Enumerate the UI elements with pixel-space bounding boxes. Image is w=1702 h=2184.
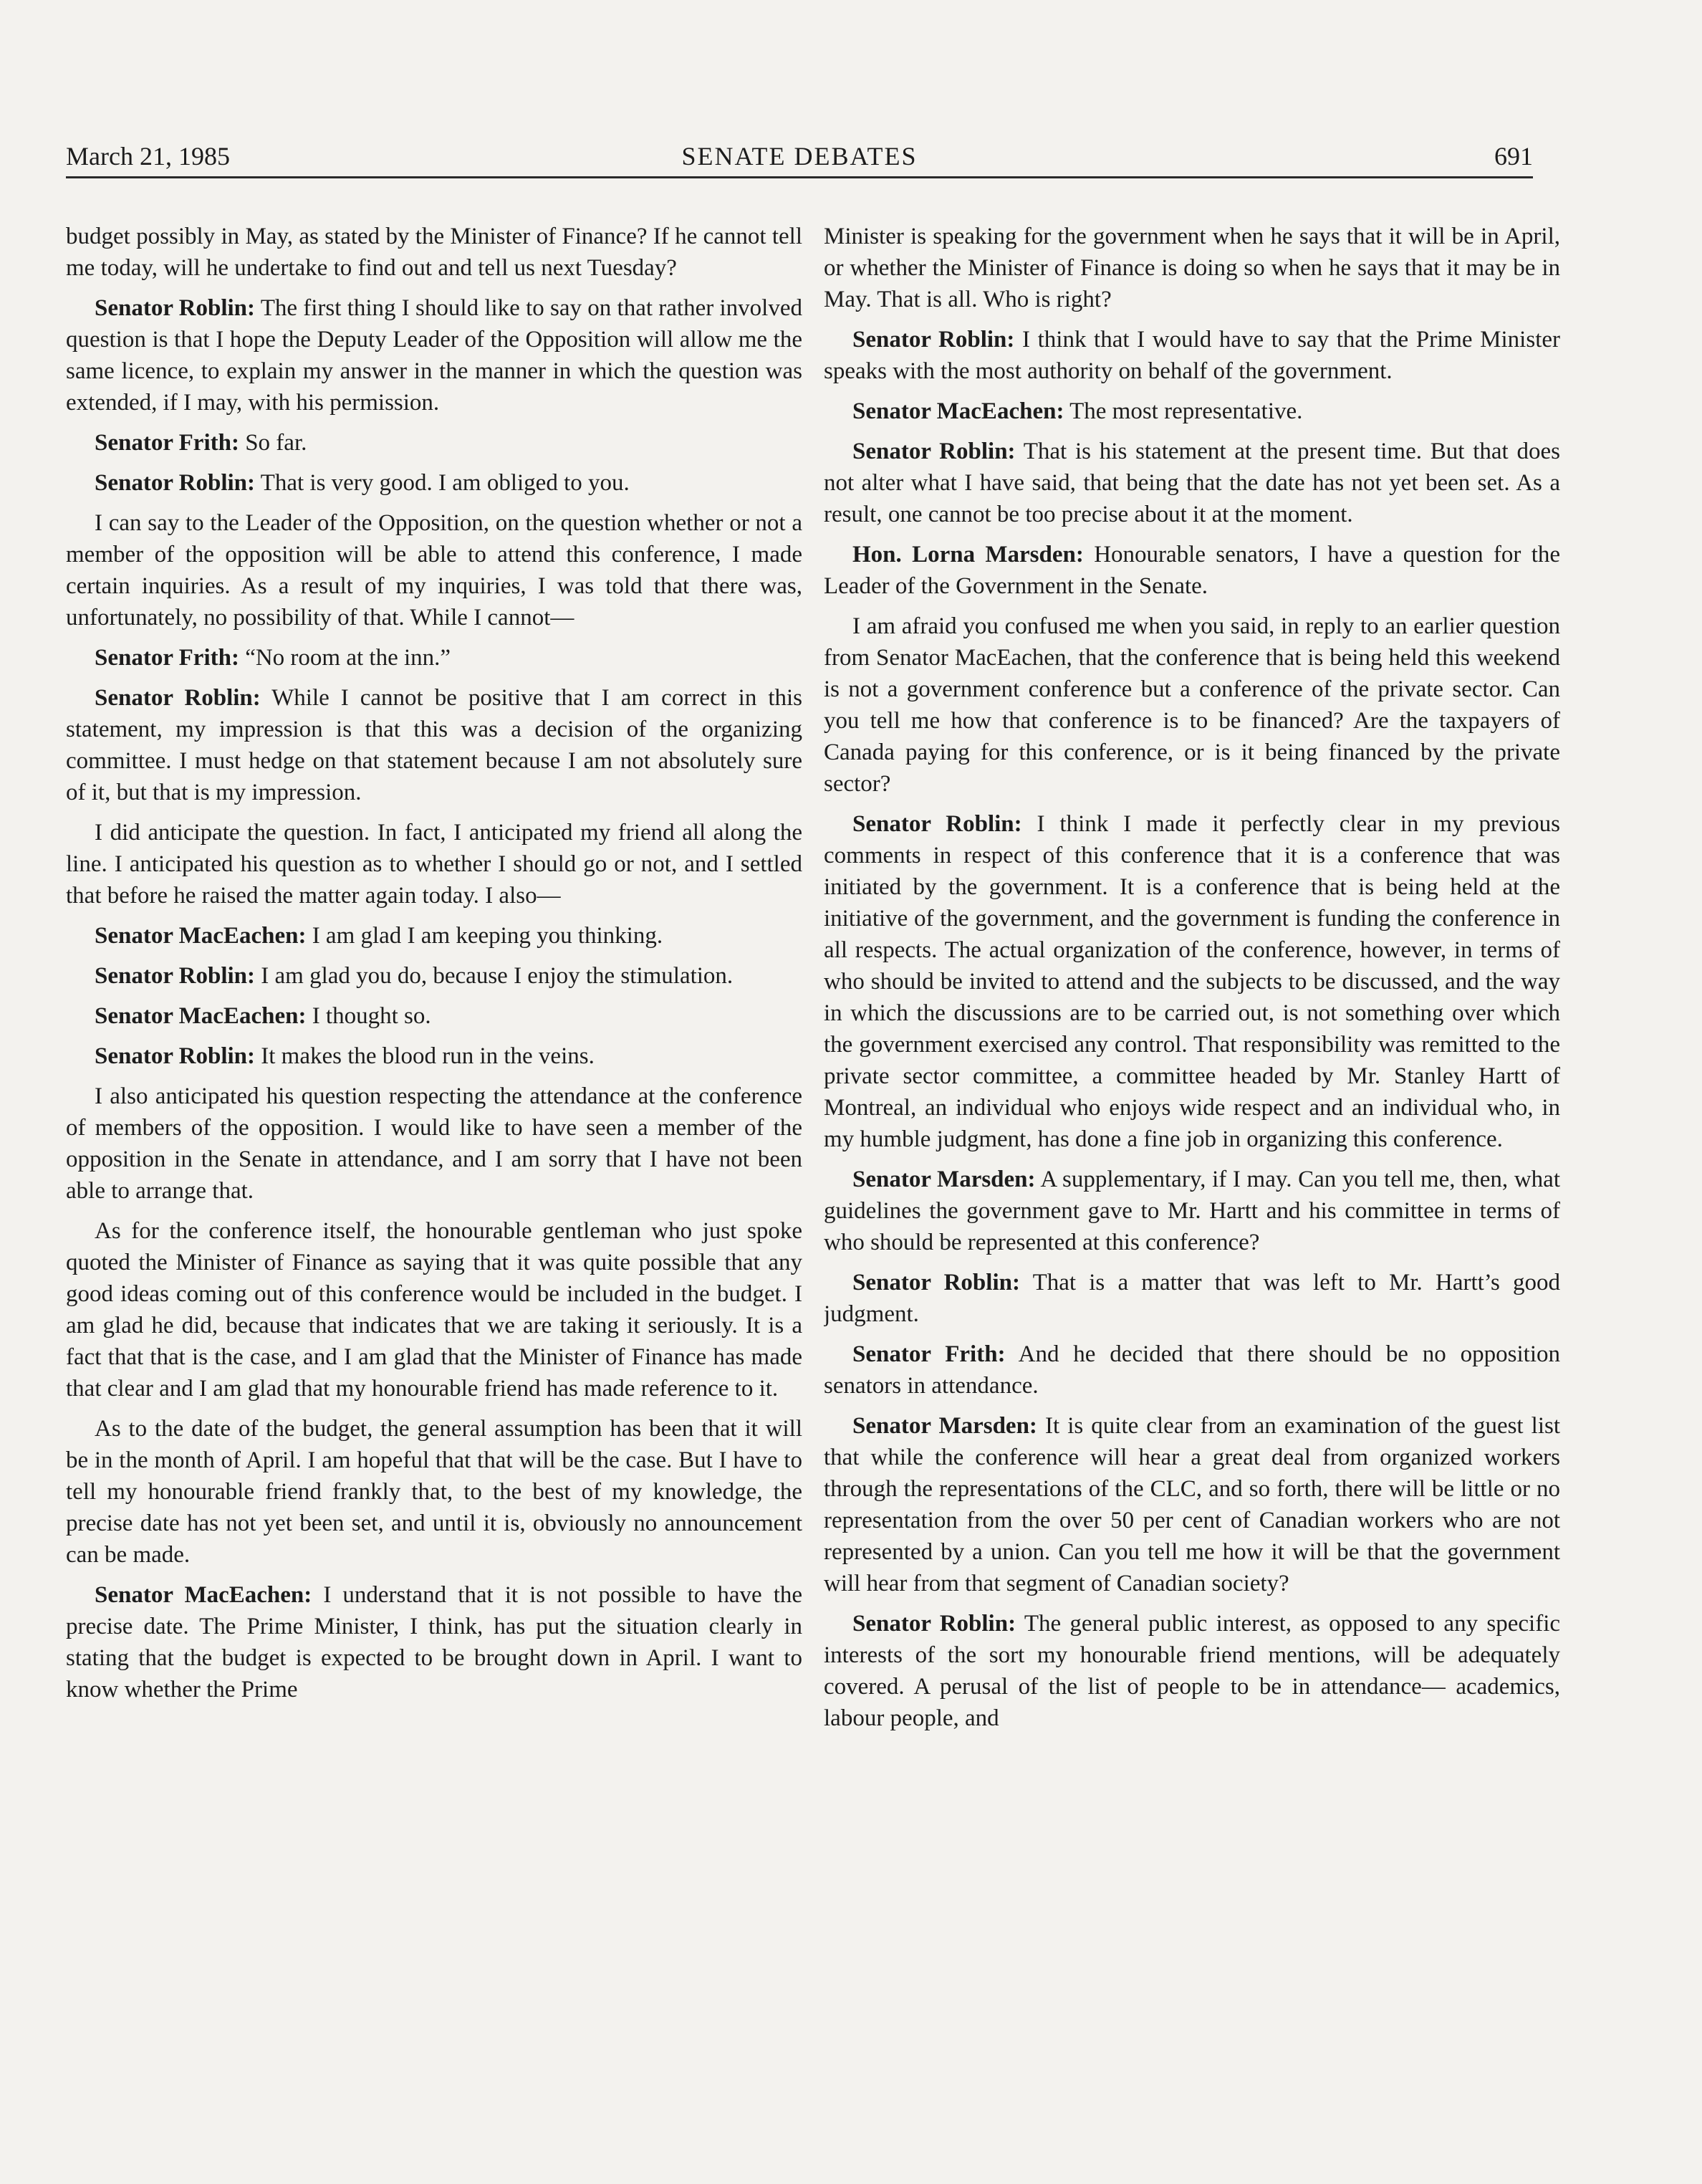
paragraph-text: I think I made it perfectly clear in my previous comments in respect of this conference that it is a conference that was initiated by the government. It is a conference that is being held at the initiative of the government, and the government is funding the conference in all respects. The actual organization of the conference, however, in terms of who should be invited to attend and the subjects to be discussed, and the way in which the discussions are to be carried out, is not something over which the government exercised any control. That responsibility was remitted to the private sector committee, a committee headed by Mr. Stanley Hartt of Montreal, an individual who enjoys wide respect and an individual who, in my humble judgment, has done a fine job in organizing this conference. [824,811,1560,1152]
speaker-name: Senator MacEachen: [852,398,1064,424]
paragraph [66,960,802,992]
speaker-name: Senator Roblin: [95,685,261,711]
paragraph [66,817,802,911]
paragraph-text: budget possibly in May, as stated by the Minister of Finance? If he cannot tell me today, will he undertake to find out and tell us next Tuesday? [66,224,802,281]
speaker-name: Senator Marsden: [852,1413,1037,1439]
header-title: SENATE DEBATES [681,142,918,171]
paragraph [66,642,802,674]
paragraph-text: I can say to the Leader of the Opposition, on the question whether or not a member of the opposition will be able to attend this conference, I made certain inquiries. As a result of my inquiries, I was told that there was, unfortunately, no possibility of that. While I cannot— [66,510,802,631]
speaker-name: Senator Roblin: [852,327,1015,353]
paragraph-text: Honourable senators, I have a question for the Leader of the Government in the Senate. [824,542,1560,599]
paragraph [824,1410,1560,1599]
paragraph [66,1413,802,1571]
paragraph-text: As to the date of the budget, the general assumption has been that it will be in the month of April. I am hopeful that that will be the case. But I have to tell my honourable friend frankly that, to the best of my knowledge, the precise date has not yet been set, and until it is, obviously no announcement can be made. [66,1416,802,1568]
paragraph [824,396,1560,427]
paragraph-text: The most representative. [1069,398,1303,424]
paragraph-text: That is his statement at the present time. But that does not alter what I have said, that being that the date has not yet been set. As a result, one cannot be too precise about it at the moment. [824,439,1560,527]
speaker-name: Senator MacEachen: [95,1003,307,1029]
paragraph-text: That is a matter that was left to Mr. Hartt’s good judgment. [824,1270,1560,1327]
speaker-name: Senator Marsden: [852,1167,1036,1192]
paragraph-text: I am afraid you confused me when you said, in reply to an earlier question from Senator MacEachen, that the conference that is being held this weekend is not a government conference but a conference of the private sector. Can you tell me how that conference is to be financed? Are the taxpayers of Canada paying for this conference, or is it being financed by the private sector? [824,613,1560,797]
paragraph-text: As for the conference itself, the honourable gentleman who just spoke quoted the Minister of Finance as saying that it was quite possible that any good ideas coming out of this conference would be included in the budget. I am glad he did, because that indicates that we are taking it seriously. It is a fact that that is the case, and I am glad that the Minister of Finance has made that clear and I am glad that my honourable friend has made reference to it. [66,1218,802,1402]
paragraph-text: And he decided that there should be no opposition senators in attendance. [824,1341,1560,1399]
paragraph [66,1000,802,1032]
paragraph-text: It makes the blood run in the veins. [261,1043,595,1069]
paragraph-text: I did anticipate the question. In fact, I anticipated my friend all along the line. I anticipated his question as to whether I should go or not, and I settled that before he raised the matter again today. I also— [66,820,802,909]
paragraph [824,221,1560,315]
paragraph [66,1215,802,1404]
paragraph [66,1081,802,1207]
speaker-name: Senator Roblin: [95,470,256,496]
paragraph [824,1164,1560,1258]
speaker-name: Senator MacEachen: [95,923,307,949]
paragraph-text: So far. [245,430,307,456]
paragraph [824,610,1560,800]
paragraph-text: That is very good. I am obliged to you. [260,470,630,496]
paragraph-text: I thought so. [312,1003,431,1029]
paragraph-text: I also anticipated his question respecting the attendance at the conference of members of the opposition. I would like to have seen a member of the opposition in the Senate in attendance, and I am sorry that I have not been able to arrange that. [66,1083,802,1204]
paragraph-text: I think that I would have to say that the Prime Minister speaks with the most authority on behalf of the government. [824,327,1560,384]
right-column [824,221,1560,2155]
paragraph [66,1040,802,1072]
speaker-name: Senator Frith: [95,645,239,671]
speaker-name: Hon. Lorna Marsden: [852,542,1084,567]
paragraph-text: The first thing I should like to say on that rather involved question is that I hope the Deputy Leader of the Opposition will allow me the same licence, to explain my answer in the manner in which the question was extended, if I may, with his permission. [66,295,802,416]
speaker-name: Senator MacEachen: [95,1582,312,1608]
page-header [66,140,1533,178]
paragraph [824,324,1560,387]
paragraph-text: While I cannot be positive that I am correct in this statement, my impression is that this was a decision of the organizing committee. I must hedge on that statement because I am not absolutely sure of it, but that is my impression. [66,685,802,805]
paragraph [824,539,1560,602]
paragraph [824,436,1560,530]
paragraph-text: Minister is speaking for the government when he says that it will be in April, or whether the Minister of Finance is doing so when he says that it may be in May. That is all. Who is right? [824,224,1560,312]
speaker-name: Senator Roblin: [852,1611,1016,1637]
paragraph-text: I am glad you do, because I enjoy the stimulation. [261,963,734,989]
paragraph [66,292,802,418]
speaker-name: Senator Roblin: [95,963,256,989]
paragraph [824,808,1560,1155]
speaker-name: Senator Frith: [852,1341,1006,1367]
speaker-name: Senator Roblin: [852,1270,1020,1295]
speaker-name: Senator Roblin: [95,295,256,321]
paragraph [824,1338,1560,1402]
paragraph [824,1267,1560,1330]
paragraph-text: I understand that it is not possible to have the precise date. The Prime Minister, I think, has put the situation clearly in stating that the budget is expected to be brought down in April. I want to know whether the Prime [66,1582,802,1702]
paragraph-text: I am glad I am keeping you thinking. [312,923,663,949]
left-column [66,221,802,2155]
paragraph [66,427,802,459]
paragraph [66,221,802,284]
paragraph [66,920,802,952]
paragraph-text: A supplementary, if I may. Can you tell me, then, what guidelines the government gave to Mr. Hartt and his committee in terms of who should be represented at this conference? [824,1167,1560,1255]
page-number: 691 [1494,142,1533,171]
speaker-name: Senator Roblin: [95,1043,256,1069]
paragraph [824,1608,1560,1734]
speaker-name: Senator Frith: [95,430,239,456]
paragraph [66,467,802,499]
paragraph [66,682,802,808]
paragraph [66,1579,802,1705]
speaker-name: Senator Roblin: [852,811,1022,837]
paragraph-text: The general public interest, as opposed to any specific interests of the sort my honourable friend mentions, will be adequately covered. A perusal of the list of people to be in attendance— academics, labour people, and [824,1611,1560,1731]
header-date: March 21, 1985 [66,142,230,171]
paragraph [66,507,802,633]
paragraph-text: “No room at the inn.” [245,645,451,671]
speaker-name: Senator Roblin: [852,439,1016,464]
paragraph-text: It is quite clear from an examination of the guest list that while the conference will hear a great deal from organized workers through the representations of the CLC, and so forth, there will be little or no representation from the over 50 per cent of Canadian workers who are not represented by a union. Can you tell me how it will be that the government will hear from that segment of Canadian society? [824,1413,1560,1596]
